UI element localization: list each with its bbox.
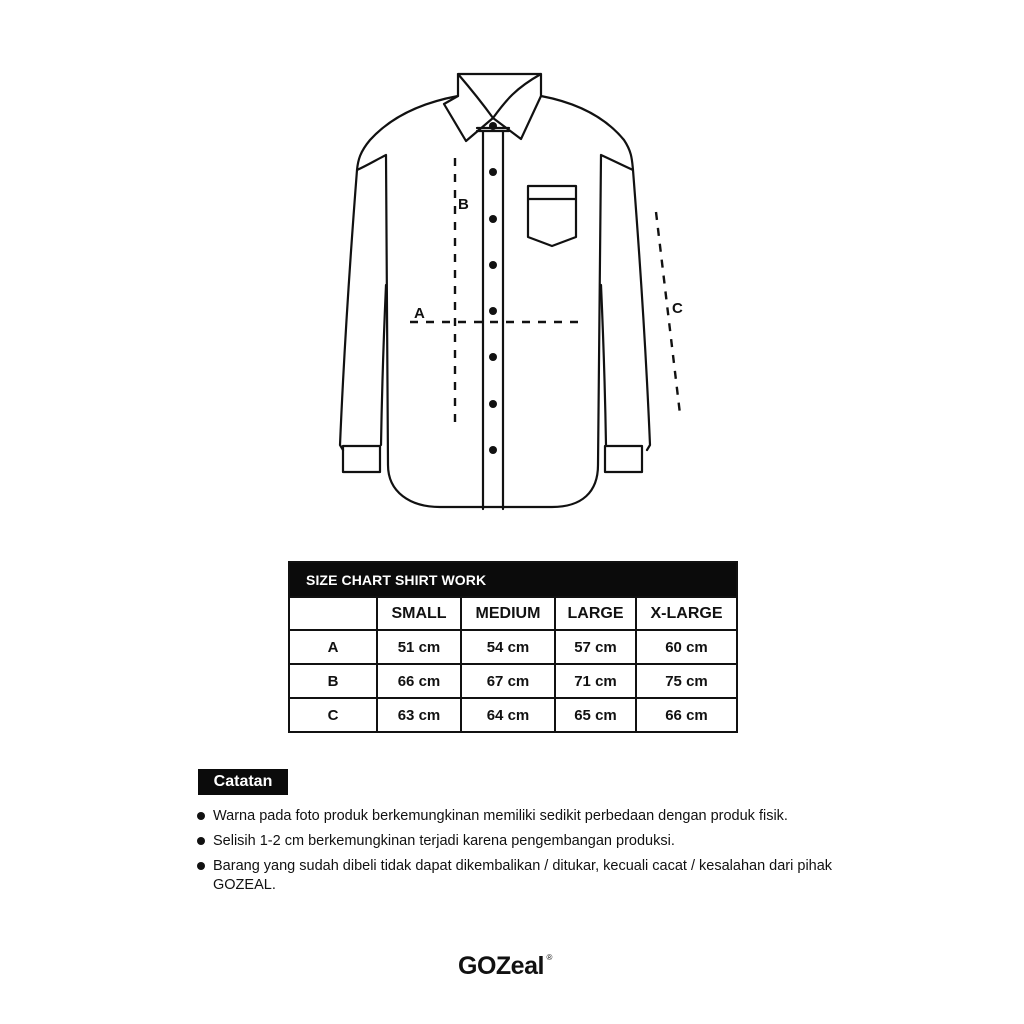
shirt-button [489, 353, 497, 361]
brand-logo [458, 952, 552, 981]
bullet-icon [197, 812, 205, 820]
table-row [289, 630, 737, 664]
label-c: C [672, 300, 683, 317]
shirt-button [489, 446, 497, 454]
table-cell: 67 cm [461, 664, 555, 698]
note-text: Warna pada foto produk berkemungkinan memiliki sedikit perbedaan dengan produk fisik. [213, 808, 788, 824]
table-cell: 66 cm [377, 664, 461, 698]
note-text: Selisih 1-2 cm berkemungkinan terjadi karena pengembangan produksi. [213, 833, 675, 849]
table-cell: 54 cm [461, 630, 555, 664]
shirt-button [489, 261, 497, 269]
size-chart-table [288, 561, 738, 733]
label-a: A [414, 305, 425, 322]
chest-pocket [528, 186, 576, 246]
label-b: B [458, 196, 469, 213]
list-item [196, 807, 846, 826]
table-cell: 51 cm [377, 630, 461, 664]
row-label-b: B [289, 664, 377, 698]
col-header-x-large: X-LARGE [636, 597, 737, 630]
row-label-c: C [289, 698, 377, 732]
corner-cell [289, 597, 377, 630]
notes-list [196, 807, 846, 901]
table-cell: 57 cm [555, 630, 636, 664]
list-item [196, 857, 846, 895]
table-cell: 71 cm [555, 664, 636, 698]
col-header-large: LARGE [555, 597, 636, 630]
row-label-a: A [289, 630, 377, 664]
collar-button [489, 122, 497, 130]
shirt-body-outline [340, 96, 650, 507]
registered-mark: ® [546, 953, 552, 962]
size-chart-title: SIZE CHART SHIRT WORK [289, 562, 737, 597]
bullet-icon [197, 837, 205, 845]
shirt-button [489, 168, 497, 176]
shirt-button [489, 400, 497, 408]
right-sleeve-inner [601, 285, 606, 445]
logo-text: GOZeal [458, 952, 544, 980]
shirt-button [489, 215, 497, 223]
table-cell: 66 cm [636, 698, 737, 732]
left-cuff [343, 446, 380, 472]
table-cell: 75 cm [636, 664, 737, 698]
bullet-icon [197, 862, 205, 870]
col-header-medium: MEDIUM [461, 597, 555, 630]
col-header-small: SMALL [377, 597, 461, 630]
table-cell: 60 cm [636, 630, 737, 664]
left-sleeve-inner [381, 285, 386, 445]
table-row [289, 664, 737, 698]
table-cell: 65 cm [555, 698, 636, 732]
shirt-button [489, 307, 497, 315]
right-cuff [605, 446, 642, 472]
table-cell: 64 cm [461, 698, 555, 732]
list-item [196, 832, 846, 851]
note-text: Barang yang sudah dibeli tidak dapat dikembalikan / ditukar, kecuali cacat / kesalahan dari pihak GOZEAL. [213, 858, 833, 893]
table-row [289, 698, 737, 732]
table-cell: 63 cm [377, 698, 461, 732]
notes-heading: Catatan [198, 769, 288, 795]
